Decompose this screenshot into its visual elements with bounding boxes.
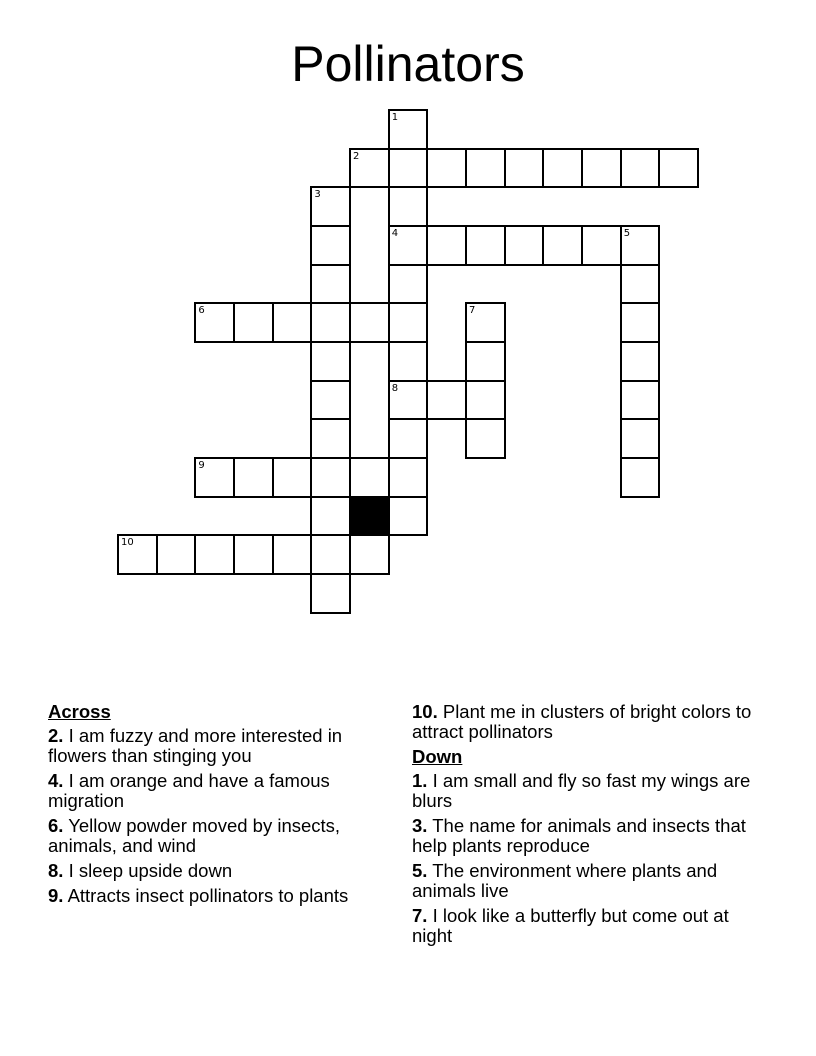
grid-cell[interactable] (349, 457, 390, 498)
clue-number: 3. (412, 815, 428, 836)
blocked-cell (349, 496, 390, 537)
cell-number: 2 (353, 150, 360, 162)
grid-cell[interactable] (233, 302, 274, 343)
clue-down-7 (412, 906, 762, 946)
grid-cell[interactable] (388, 109, 429, 150)
grid-cell[interactable] (620, 457, 661, 498)
grid-cell[interactable] (310, 418, 351, 459)
clue-number: 7. (412, 905, 428, 926)
grid-cell[interactable] (310, 534, 351, 575)
grid-cell[interactable] (620, 341, 661, 382)
clues-right-column (412, 702, 762, 951)
cell-number: 1 (391, 112, 399, 123)
grid-cell[interactable] (620, 302, 661, 343)
clue-text: I sleep upside down (68, 860, 233, 881)
clue-text: I am orange and have a famous migration (48, 770, 330, 811)
grid-cell[interactable] (388, 302, 429, 343)
clue-text: The environment where plants and animals live (412, 860, 718, 901)
grid-cell[interactable] (272, 302, 313, 343)
grid-cell[interactable] (156, 534, 197, 575)
clue-down-1 (412, 771, 762, 811)
crossword-grid (118, 110, 698, 614)
grid-cell[interactable] (388, 457, 429, 498)
clue-across-2 (48, 726, 393, 766)
grid-cell[interactable] (349, 534, 390, 575)
clue-across-6 (48, 816, 393, 856)
grid-cell[interactable] (310, 186, 351, 227)
grid-cell[interactable] (310, 457, 351, 498)
grid-cell[interactable] (388, 418, 429, 459)
clue-text: Yellow powder moved by insects, animals, and wind (48, 815, 341, 856)
clue-text: I am small and fly so fast my wings are blurs (412, 770, 751, 811)
clue-text: Plant me in clusters of bright colors to attract pollinators (412, 701, 752, 742)
down-heading: Down (412, 746, 463, 767)
grid-cell[interactable] (465, 225, 506, 266)
grid-cell[interactable] (465, 418, 506, 459)
grid-cell[interactable] (233, 534, 274, 575)
grid-cell[interactable] (388, 148, 429, 189)
grid-cell[interactable] (310, 573, 351, 614)
clue-number: 8. (48, 860, 64, 881)
clue-number: 5. (412, 860, 428, 881)
grid-cell[interactable] (504, 148, 545, 189)
clue-number: 6. (48, 815, 64, 836)
cell-number: 8 (391, 382, 399, 394)
grid-cell[interactable] (310, 341, 351, 382)
cell-number: 5 (623, 228, 631, 239)
grid-cell[interactable] (542, 148, 583, 189)
grid-cell[interactable] (117, 534, 158, 575)
grid-cell[interactable] (620, 380, 661, 421)
grid-cell[interactable] (388, 225, 429, 266)
clue-number: 2. (48, 725, 64, 746)
grid-cell[interactable] (194, 534, 235, 575)
grid-cell[interactable] (465, 380, 506, 421)
grid-cell[interactable] (388, 264, 429, 305)
grid-cell[interactable] (465, 148, 506, 189)
grid-cell[interactable] (349, 148, 390, 189)
grid-cell[interactable] (194, 302, 235, 343)
grid-cell[interactable] (310, 264, 351, 305)
across-heading: Across (48, 701, 111, 722)
grid-cell[interactable] (620, 148, 661, 189)
grid-cell[interactable] (388, 380, 429, 421)
grid-cell[interactable] (388, 496, 429, 537)
cell-number: 6 (198, 305, 205, 317)
grid-cell[interactable] (465, 341, 506, 382)
grid-cell[interactable] (658, 148, 699, 189)
clue-across-9 (48, 886, 393, 906)
clue-number: 9. (48, 885, 64, 906)
grid-cell[interactable] (581, 225, 622, 266)
page-title: Pollinators (291, 36, 525, 92)
grid-cell[interactable] (310, 496, 351, 537)
grid-cell[interactable] (310, 380, 351, 421)
grid-cell[interactable] (310, 302, 351, 343)
clue-text: The name for animals and insects that help plants reproduce (412, 815, 746, 856)
grid-cell[interactable] (620, 225, 661, 266)
clue-number: 10. (412, 701, 438, 722)
cell-number: 4 (391, 228, 399, 239)
grid-cell[interactable] (426, 225, 467, 266)
grid-cell[interactable] (310, 225, 351, 266)
grid-cell[interactable] (620, 264, 661, 305)
grid-cell[interactable] (272, 457, 313, 498)
grid-cell[interactable] (388, 186, 429, 227)
grid-cell[interactable] (504, 225, 545, 266)
clue-number: 1. (412, 770, 428, 791)
cell-number: 3 (314, 189, 321, 201)
grid-cell[interactable] (426, 380, 467, 421)
clue-across-10 (412, 702, 762, 742)
cell-number: 7 (469, 305, 476, 317)
clue-text: I am fuzzy and more interested in flowers than stinging you (48, 725, 343, 766)
grid-cell[interactable] (388, 341, 429, 382)
clue-text: Attracts insect pollinators to plants (67, 885, 349, 906)
grid-cell[interactable] (581, 148, 622, 189)
clue-number: 4. (48, 770, 64, 791)
clue-text: I look like a butterfly but come out at night (412, 905, 729, 946)
clue-down-5 (412, 861, 762, 901)
grid-cell[interactable] (620, 418, 661, 459)
clue-down-3 (412, 816, 762, 856)
grid-cell[interactable] (272, 534, 313, 575)
cell-number: 9 (198, 460, 205, 472)
grid-cell[interactable] (426, 148, 467, 189)
grid-cell[interactable] (194, 457, 235, 498)
clues-left-column (48, 702, 393, 911)
grid-cell[interactable] (465, 302, 506, 343)
clue-across-4 (48, 771, 393, 811)
grid-cell[interactable] (349, 302, 390, 343)
clue-across-8 (48, 861, 393, 881)
cell-number: 10 (121, 537, 134, 549)
grid-cell[interactable] (233, 457, 274, 498)
grid-cell[interactable] (542, 225, 583, 266)
